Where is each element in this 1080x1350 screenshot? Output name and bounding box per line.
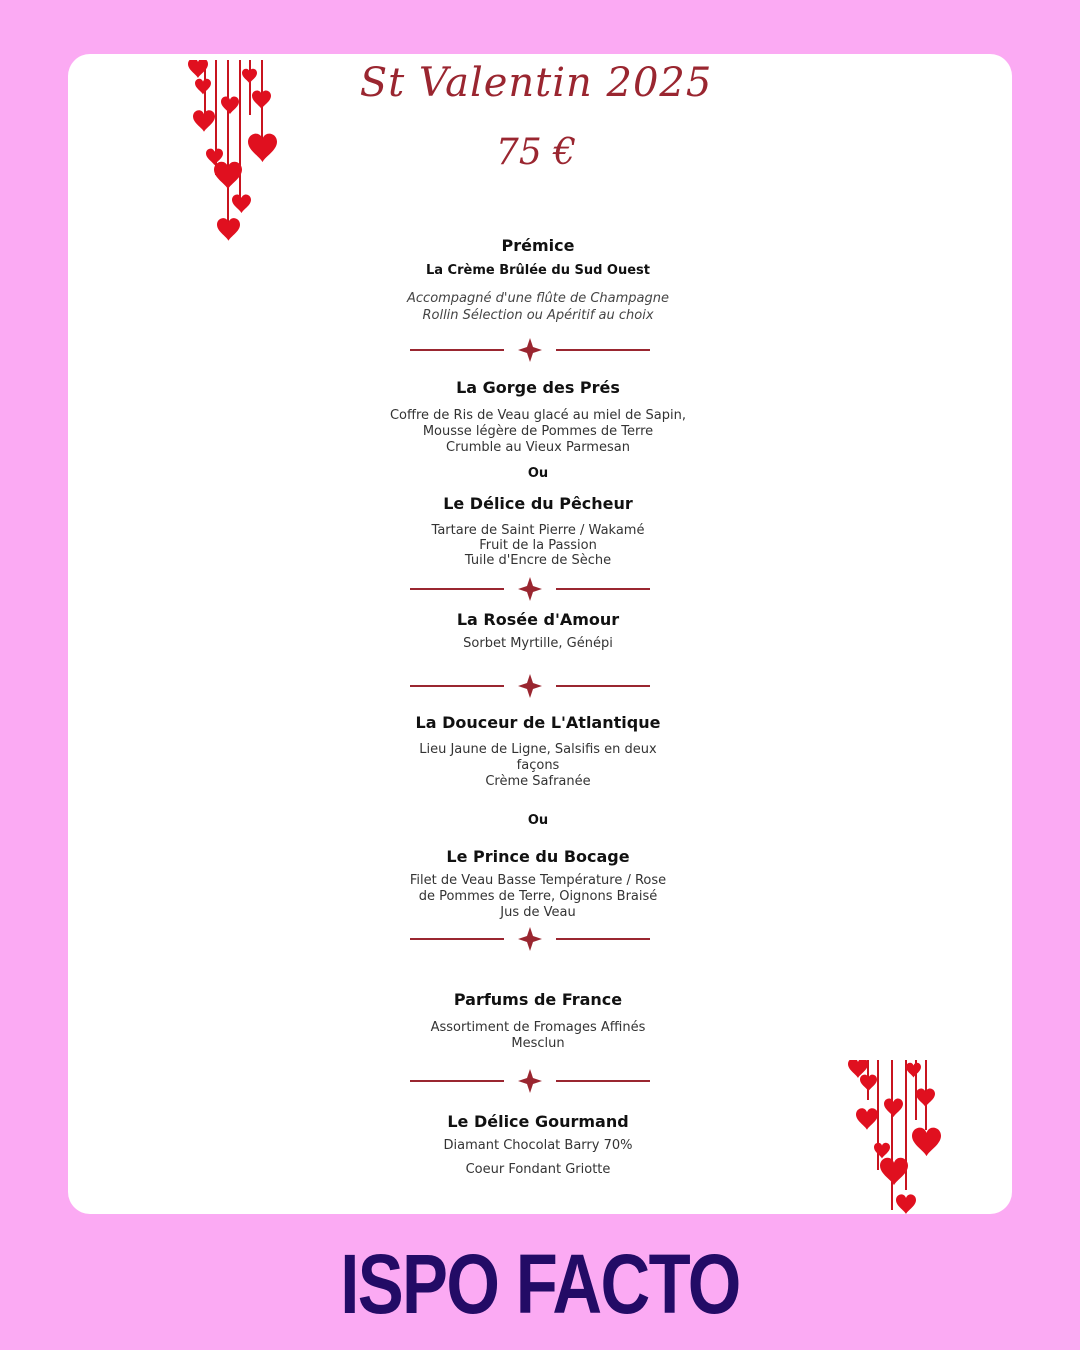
course-title: Le Prince du Bocage bbox=[446, 847, 630, 866]
course-title: La Gorge des Prés bbox=[456, 378, 620, 397]
dish-note: Accompagné d'une flûte de Champagne bbox=[407, 291, 669, 306]
course-title: La Rosée d'Amour bbox=[456, 610, 620, 629]
course-title: Le Délice Gourmand bbox=[447, 1112, 629, 1131]
or-separator: Ou bbox=[527, 466, 549, 481]
course-title: La Douceur de L'Atlantique bbox=[415, 713, 661, 732]
brand-name: ISPO FACTO bbox=[340, 1237, 740, 1331]
menu-title: St Valentin 2025 bbox=[359, 60, 713, 106]
course-title: Le Délice du Pêcheur bbox=[443, 494, 633, 513]
dish-description: Coffre de Ris de Veau glacé au miel de Sapin, bbox=[389, 408, 686, 423]
dish-description: Tartare de Saint Pierre / Wakamé bbox=[431, 523, 645, 538]
sparkle-divider-icon bbox=[408, 574, 652, 604]
sparkle-divider-icon bbox=[408, 335, 652, 365]
dish-description: Assortiment de Fromages Affinés bbox=[430, 1020, 646, 1035]
menu-card bbox=[68, 54, 1012, 1214]
dish-description: de Pommes de Terre, Oignons Braisé bbox=[418, 889, 658, 904]
hanging-hearts-icon bbox=[848, 1060, 948, 1214]
menu-list bbox=[308, 54, 768, 1214]
or-separator: Ou bbox=[527, 813, 549, 828]
dish-name: La Crème Brûlée du Sud Ouest bbox=[425, 263, 651, 278]
sparkle-divider-icon bbox=[408, 1066, 652, 1096]
dish-description: Coeur Fondant Griotte bbox=[465, 1162, 611, 1177]
course-title: Prémice bbox=[501, 236, 575, 255]
dish-description: Mesclun bbox=[511, 1036, 565, 1051]
dish-description: façons bbox=[516, 758, 560, 773]
course-title: Parfums de France bbox=[453, 990, 623, 1009]
sparkle-divider-icon bbox=[408, 671, 652, 701]
dish-description: Diamant Chocolat Barry 70% bbox=[443, 1138, 633, 1153]
dish-description: Mousse légère de Pommes de Terre bbox=[422, 424, 654, 439]
dish-description: Filet de Veau Basse Température / Rose bbox=[409, 873, 667, 888]
dish-description: Fruit de la Passion bbox=[479, 538, 597, 553]
dish-description: Crème Safranée bbox=[485, 774, 591, 789]
dish-description: Sorbet Myrtille, Génépi bbox=[463, 636, 613, 651]
sparkle-divider-icon bbox=[408, 924, 652, 954]
dish-description: Tuile d'Encre de Sèche bbox=[464, 553, 612, 568]
dish-description: Lieu Jaune de Ligne, Salsifis en deux bbox=[419, 742, 657, 757]
dish-description: Jus de Veau bbox=[500, 905, 576, 920]
dish-description: Crumble au Vieux Parmesan bbox=[446, 440, 630, 455]
dish-note: Rollin Sélection ou Apéritif au choix bbox=[422, 308, 654, 323]
menu-price: 75 € bbox=[495, 132, 577, 173]
